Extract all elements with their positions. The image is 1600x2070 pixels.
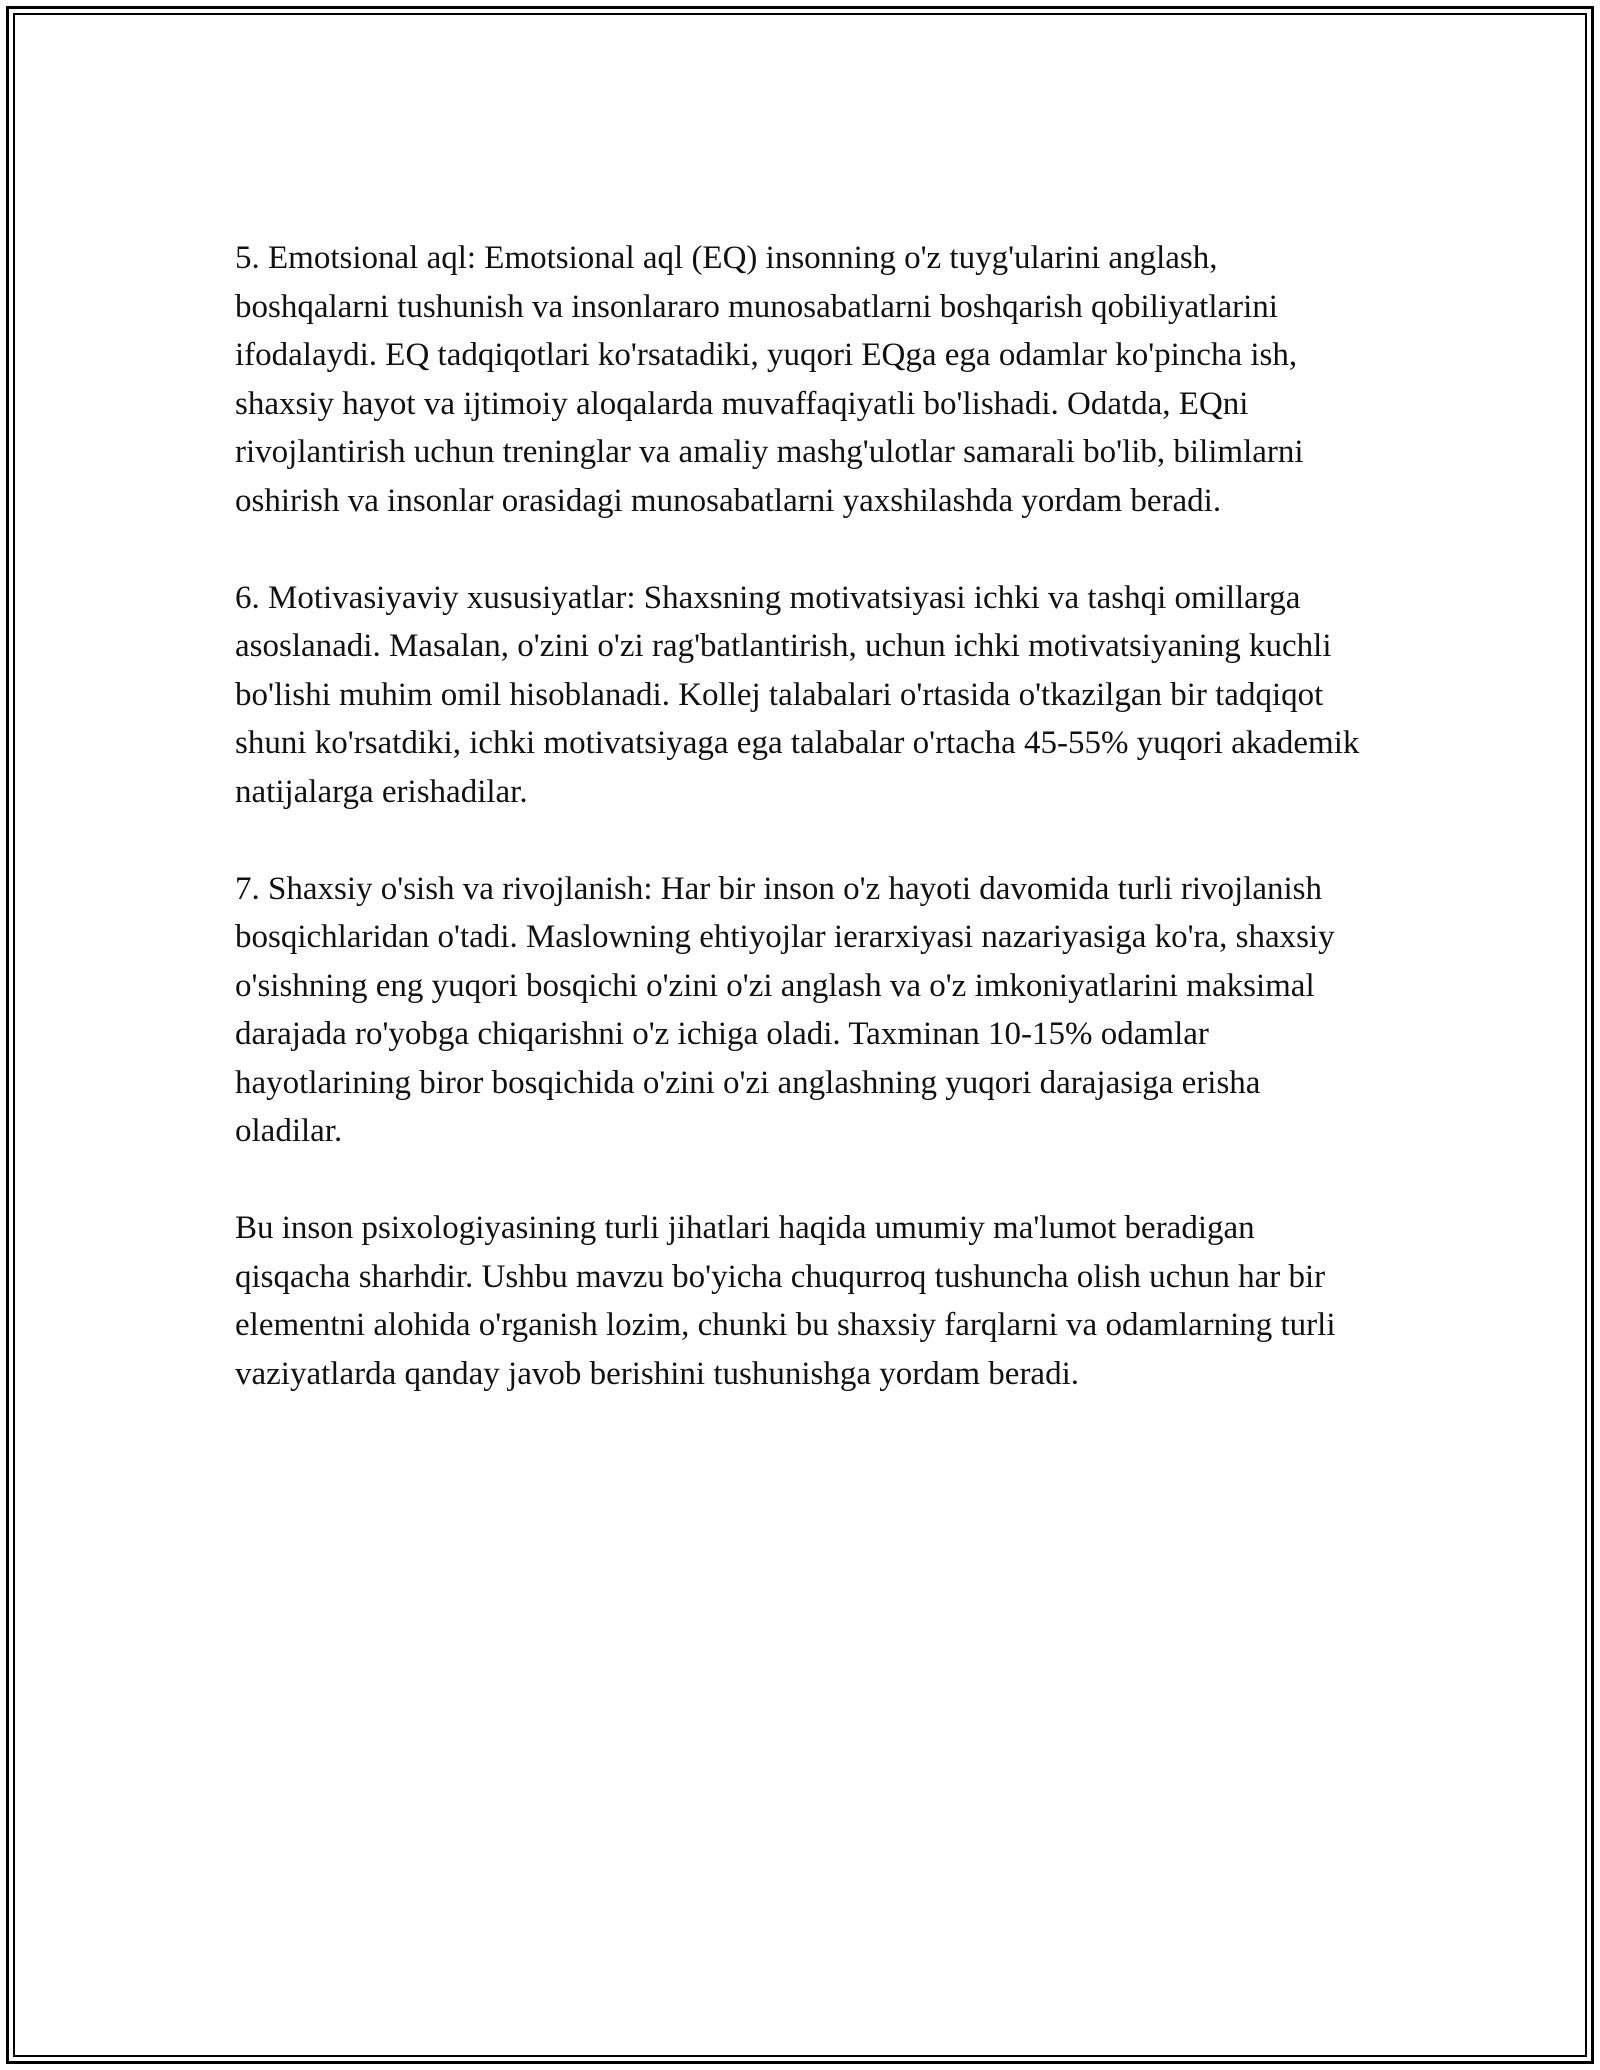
- paragraph-emotional-intelligence: 5. Emotsional aql: Emotsional aql (EQ) insonning o'z tuyg'ularini anglash, boshqalarni tushunish va insonlararo munosabatlarni boshqarish qobiliyatlarini ifodalaydi. EQ tadqiqotlari ko'rsatadiki, yuqori EQga ega odamlar ko'pincha ish, shaxsiy hayot va ijtimoiy aloqalarda muvaffaqiyatli bo'lishadi. Odatda, EQni rivojlantirish uchun treninglar va amaliy mashg'ulotlar samarali bo'lib, bilimlarni oshirish va insonlar orasidagi munosabatlarni yaxshilashda yordam beradi.: [235, 240, 1304, 519]
- paragraph-summary: Bu inson psixologiyasining turli jihatlari haqida umumiy ma'lumot beradigan qisqacha sharhdir. Ushbu mavzu bo'yicha chuqurroq tushuncha olish uchun har bir elementni alohida o'rganish lozim, chunki bu shaxsiy farqlarni va odamlarning turli vaziyatlarda qanday javob berishini tushunishga yordam beradi.: [235, 1210, 1336, 1392]
- paragraph-motivational-traits: 6. Motivasiyaviy xususiyatlar: Shaxsning motivatsiyasi ichki va tashqi omillarga asoslanadi. Masalan, o'zini o'zi rag'batlantirish, uchun ichki motivatsiyaning kuchli bo'lishi muhim omil hisoblanadi. Kollej talabalari o'rtasida o'tkazilgan bir tadqiqot shuni ko'rsatdiki, ichki motivatsiyaga ega talabalar o'rtacha 45-55% yuqori akademik natijalarga erishadilar.: [235, 579, 1360, 810]
- paragraph-personal-growth: 7. Shaxsiy o'sish va rivojlanish: Har bir inson o'z hayoti davomida turli rivojlanish bosqichlaridan o'tadi. Maslowning ehtiyojlar ierarxiyasi nazariyasiga ko'ra, shaxsiy o'sishning eng yuqori bosqichi o'zini o'zi anglash va o'z imkoniyatlarini maksimal darajada ro'yobga chiqarishni o'z ichiga oladi. Taxminan 10-15% odamlar hayotlarining biror bosqichida o'zini o'zi anglashning yuqori darajasiga erisha oladilar.: [235, 870, 1335, 1149]
- document-body: [235, 234, 1375, 1398]
